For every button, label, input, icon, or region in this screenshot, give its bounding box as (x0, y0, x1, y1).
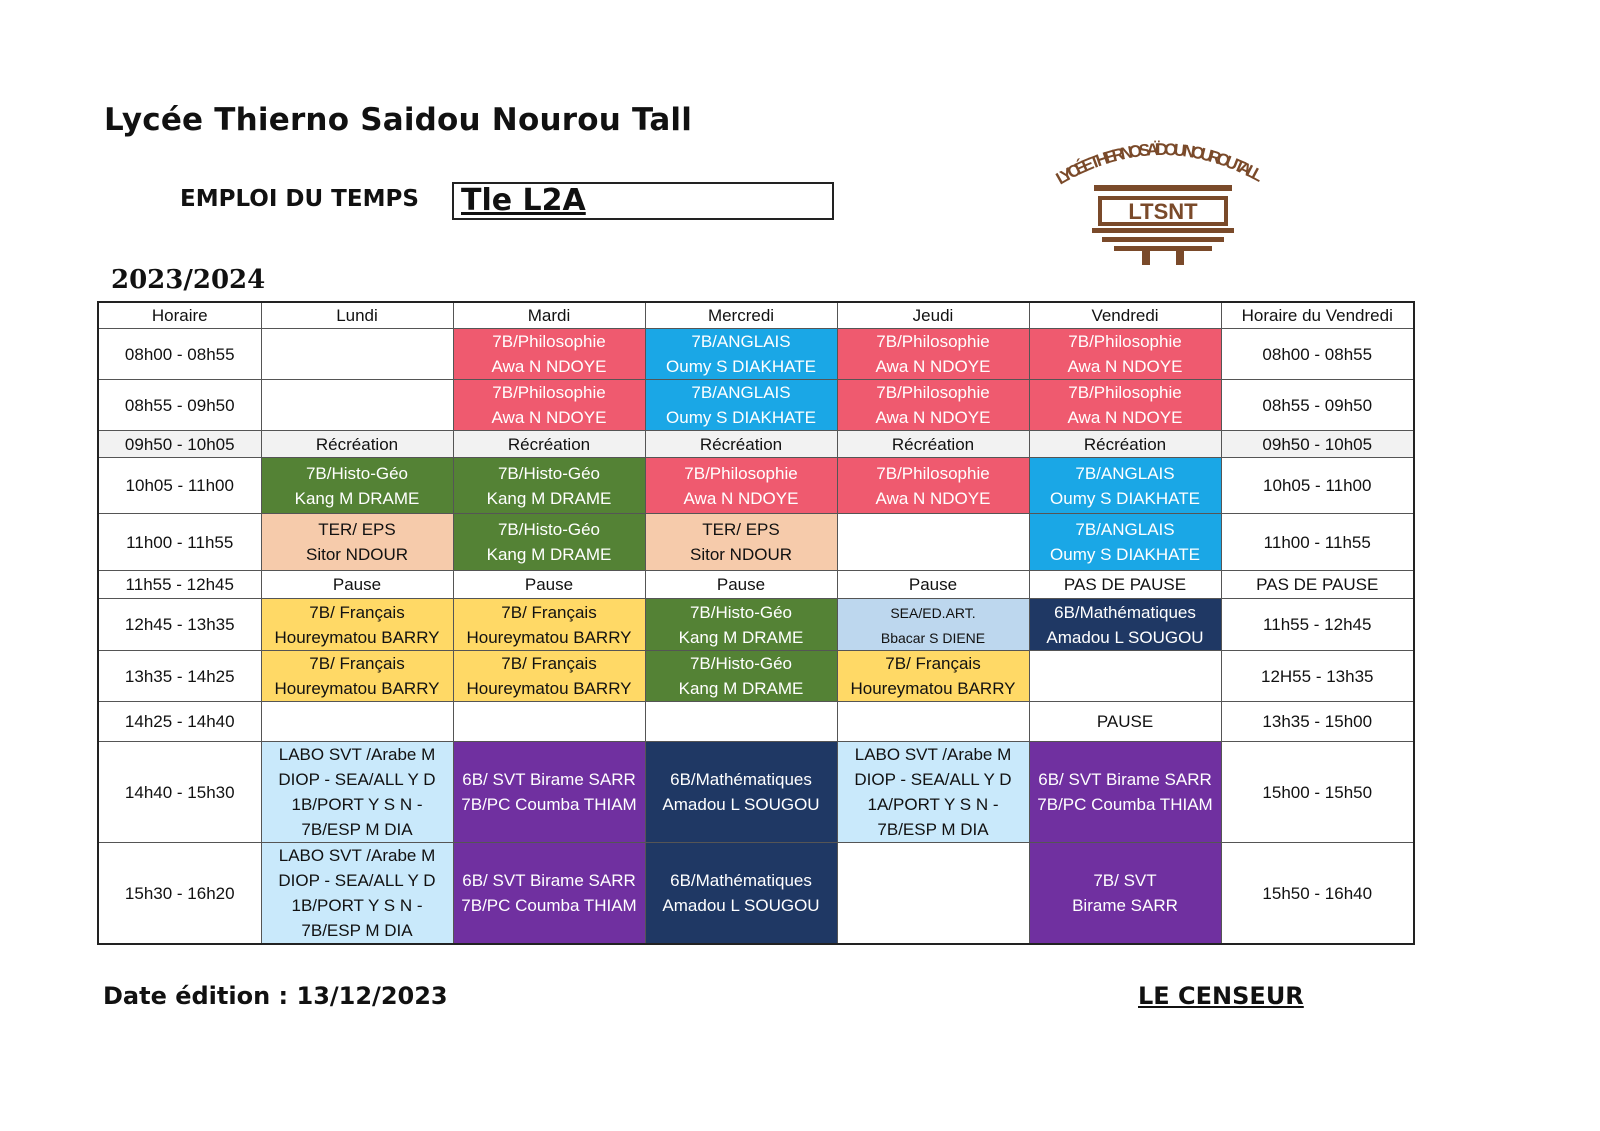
friday-time-slot: 08h55 - 09h50 (1221, 380, 1414, 431)
course-cell (453, 514, 645, 571)
time-slot: 11h55 - 12h45 (98, 571, 261, 599)
course-cell (837, 571, 1029, 599)
course-cell (645, 514, 837, 571)
course-text: 7B/ANGLAIS Oumy S DIAKHATE (666, 332, 816, 376)
course-text: 7B/ Français Houreymatou BARRY (466, 654, 632, 698)
course-text: 7B/Philosophie Awa N NDOYE (491, 383, 607, 427)
course-text: 6B/Mathématiques Amadou L SOUGOU (662, 871, 820, 915)
course-text: 6B/ SVT Birame SARR 7B/PC Coumba THIAM (461, 871, 637, 915)
course-text: TER/ EPS Sitor NDOUR (689, 520, 792, 564)
time-slot: 10h05 - 11h00 (98, 458, 261, 514)
timetable-row (98, 431, 1414, 458)
course-text: 7B/Philosophie Awa N NDOYE (1067, 332, 1183, 376)
course-cell (645, 742, 837, 843)
logo-initials: LTSNT (1128, 199, 1198, 224)
course-text: Récréation (699, 434, 783, 454)
course-cell (453, 458, 645, 514)
course-cell (1029, 380, 1221, 431)
header-horaire-vendredi: Horaire du Vendredi (1221, 302, 1414, 329)
course-cell (261, 458, 453, 514)
friday-time-slot: 15h00 - 15h50 (1221, 742, 1414, 843)
course-cell (645, 431, 837, 458)
course-text: 7B/Philosophie Awa N NDOYE (491, 332, 607, 376)
friday-time-slot: 11h55 - 12h45 (1221, 599, 1414, 651)
course-text: 7B/ Français Houreymatou BARRY (274, 654, 440, 698)
course-text: Pause (716, 575, 766, 594)
timetable-row (98, 702, 1414, 742)
course-text: 7B/Histo-Géo Kang M DRAME (678, 654, 804, 698)
time-slot: 08h55 - 09h50 (98, 380, 261, 431)
signature-label: LE CENSEUR (1138, 982, 1304, 1010)
course-cell (837, 431, 1029, 458)
course-cell (261, 843, 453, 945)
course-text: 7B/Histo-Géo Kang M DRAME (486, 520, 612, 564)
course-cell (261, 380, 453, 431)
course-text: Récréation (507, 434, 591, 454)
course-cell (261, 514, 453, 571)
course-text: 6B/Mathématiques Amadou L SOUGOU (662, 770, 820, 814)
course-text: LABO SVT /Arabe M DIOP - SEA/ALL Y D 1B/PORT Y S N - 7B/ESP M DIA (278, 846, 436, 940)
course-text: 7B/ANGLAIS Oumy S DIAKHATE (1050, 520, 1200, 564)
course-cell (1029, 431, 1221, 458)
course-text: Récréation (1083, 434, 1167, 454)
school-name: Lycée Thierno Saidou Nourou Tall (104, 102, 693, 138)
course-text: 7B/Philosophie Awa N NDOYE (875, 332, 991, 376)
time-slot: 14h25 - 14h40 (98, 702, 261, 742)
course-text: 7B/ Français Houreymatou BARRY (850, 654, 1016, 698)
header-mercredi: Mercredi (645, 302, 837, 329)
course-text: 7B/Philosophie Awa N NDOYE (683, 463, 799, 508)
course-text: 7B/Philosophie Awa N NDOYE (875, 383, 991, 427)
course-text: 6B/Mathématiques Amadou L SOUGOU (1046, 602, 1204, 647)
course-text: 7B/ANGLAIS Oumy S DIAKHATE (1050, 463, 1200, 508)
course-text: Pause (524, 575, 574, 594)
course-cell (453, 702, 645, 742)
friday-time-slot: 12H55 - 13h35 (1221, 651, 1414, 702)
school-year: 2023/2024 (111, 265, 266, 295)
friday-time-slot: PAS DE PAUSE (1221, 571, 1414, 599)
header-mardi: Mardi (453, 302, 645, 329)
class-name: Tle L2A (461, 183, 586, 218)
course-cell (645, 702, 837, 742)
course-cell (1029, 651, 1221, 702)
course-text: Pause (332, 575, 382, 594)
course-cell (1029, 458, 1221, 514)
time-slot: 13h35 - 14h25 (98, 651, 261, 702)
course-cell (453, 599, 645, 651)
course-text: Récréation (891, 434, 975, 454)
course-cell (837, 742, 1029, 843)
course-text: 7B/ Français Houreymatou BARRY (274, 602, 440, 647)
course-cell (1029, 843, 1221, 945)
course-cell (261, 651, 453, 702)
course-text: PAUSE (1096, 712, 1154, 731)
friday-time-slot: 08h00 - 08h55 (1221, 329, 1414, 380)
course-cell (645, 599, 837, 651)
course-text: 7B/Histo-Géo Kang M DRAME (294, 463, 420, 508)
timetable-row (98, 380, 1414, 431)
course-text: 7B/Histo-Géo Kang M DRAME (678, 602, 804, 647)
header-horaire: Horaire (98, 302, 261, 329)
course-cell (645, 571, 837, 599)
course-cell (453, 380, 645, 431)
friday-time-slot: 10h05 - 11h00 (1221, 458, 1414, 514)
course-cell (261, 742, 453, 843)
course-cell (1029, 329, 1221, 380)
course-cell (453, 329, 645, 380)
timetable-row (98, 571, 1414, 599)
course-text: Récréation (315, 434, 399, 454)
timetable-label: EMPLOI DU TEMPS (180, 186, 419, 212)
timetable-row (98, 742, 1414, 843)
course-cell (453, 843, 645, 945)
time-slot: 12h45 - 13h35 (98, 599, 261, 651)
course-cell (261, 431, 453, 458)
course-text: LABO SVT /Arabe M DIOP - SEA/ALL Y D 1A/PORT Y S N - 7B/ESP M DIA (854, 745, 1012, 839)
time-slot: 08h00 - 08h55 (98, 329, 261, 380)
course-text: LABO SVT /Arabe M DIOP - SEA/ALL Y D 1B/PORT Y S N - 7B/ESP M DIA (278, 745, 436, 839)
course-cell (453, 431, 645, 458)
timetable-header-row (98, 302, 1414, 329)
timetable-row (98, 843, 1414, 945)
friday-time-slot: 13h35 - 15h00 (1221, 702, 1414, 742)
course-text: 6B/ SVT Birame SARR 7B/PC Coumba THIAM (461, 770, 637, 814)
course-cell (645, 843, 837, 945)
course-text: 7B/Histo-Géo Kang M DRAME (486, 463, 612, 508)
school-logo (1052, 130, 1272, 265)
course-cell (261, 329, 453, 380)
timetable-row (98, 651, 1414, 702)
time-slot: 11h00 - 11h55 (98, 514, 261, 571)
timetable-row (98, 599, 1414, 651)
course-cell (453, 742, 645, 843)
course-cell (837, 458, 1029, 514)
course-cell (645, 651, 837, 702)
course-cell (261, 702, 453, 742)
friday-time-slot: 15h50 - 16h40 (1221, 843, 1414, 945)
course-cell (261, 599, 453, 651)
course-cell (837, 329, 1029, 380)
friday-time-slot: 11h00 - 11h55 (1221, 514, 1414, 571)
course-cell (453, 571, 645, 599)
course-cell (453, 651, 645, 702)
header-jeudi: Jeudi (837, 302, 1029, 329)
course-text: 7B/ANGLAIS Oumy S DIAKHATE (666, 383, 816, 427)
course-cell (645, 380, 837, 431)
date-edition: Date édition : 13/12/2023 (103, 982, 448, 1010)
course-text: 7B/ Français Houreymatou BARRY (466, 602, 632, 647)
course-text: SEA/ED.ART. Bbacar S DIENE (880, 604, 986, 646)
logo-arc-text: LYCÉE THIERNO SAÏDOU NOUROU TALL (1052, 139, 1267, 189)
course-cell (645, 329, 837, 380)
timetable (97, 301, 1415, 945)
timetable-row (98, 458, 1414, 514)
timetable-row (98, 329, 1414, 380)
course-cell (261, 571, 453, 599)
course-text: 7B/Philosophie Awa N NDOYE (1067, 383, 1183, 427)
course-cell (837, 514, 1029, 571)
course-cell (837, 843, 1029, 945)
course-text: TER/ EPS Sitor NDOUR (305, 520, 408, 564)
time-slot: 09h50 - 10h05 (98, 431, 261, 458)
time-slot: 15h30 - 16h20 (98, 843, 261, 945)
course-cell (837, 380, 1029, 431)
course-text: 7B/Philosophie Awa N NDOYE (875, 463, 991, 508)
course-text: 6B/ SVT Birame SARR 7B/PC Coumba THIAM (1037, 770, 1213, 814)
course-cell (837, 702, 1029, 742)
course-cell (645, 458, 837, 514)
course-text: 7B/ SVT Birame SARR (1072, 871, 1178, 915)
course-cell (1029, 742, 1221, 843)
course-text: PAS DE PAUSE (1063, 575, 1187, 594)
course-cell (837, 599, 1029, 651)
course-cell (1029, 702, 1221, 742)
time-slot: 14h40 - 15h30 (98, 742, 261, 843)
course-cell (1029, 571, 1221, 599)
course-cell (1029, 514, 1221, 571)
course-text: Pause (908, 575, 958, 594)
class-box (452, 182, 834, 220)
timetable-row (98, 514, 1414, 571)
friday-time-slot: 09h50 - 10h05 (1221, 431, 1414, 458)
course-cell (837, 651, 1029, 702)
header-lundi: Lundi (261, 302, 453, 329)
header-vendredi: Vendredi (1029, 302, 1221, 329)
course-cell (1029, 599, 1221, 651)
